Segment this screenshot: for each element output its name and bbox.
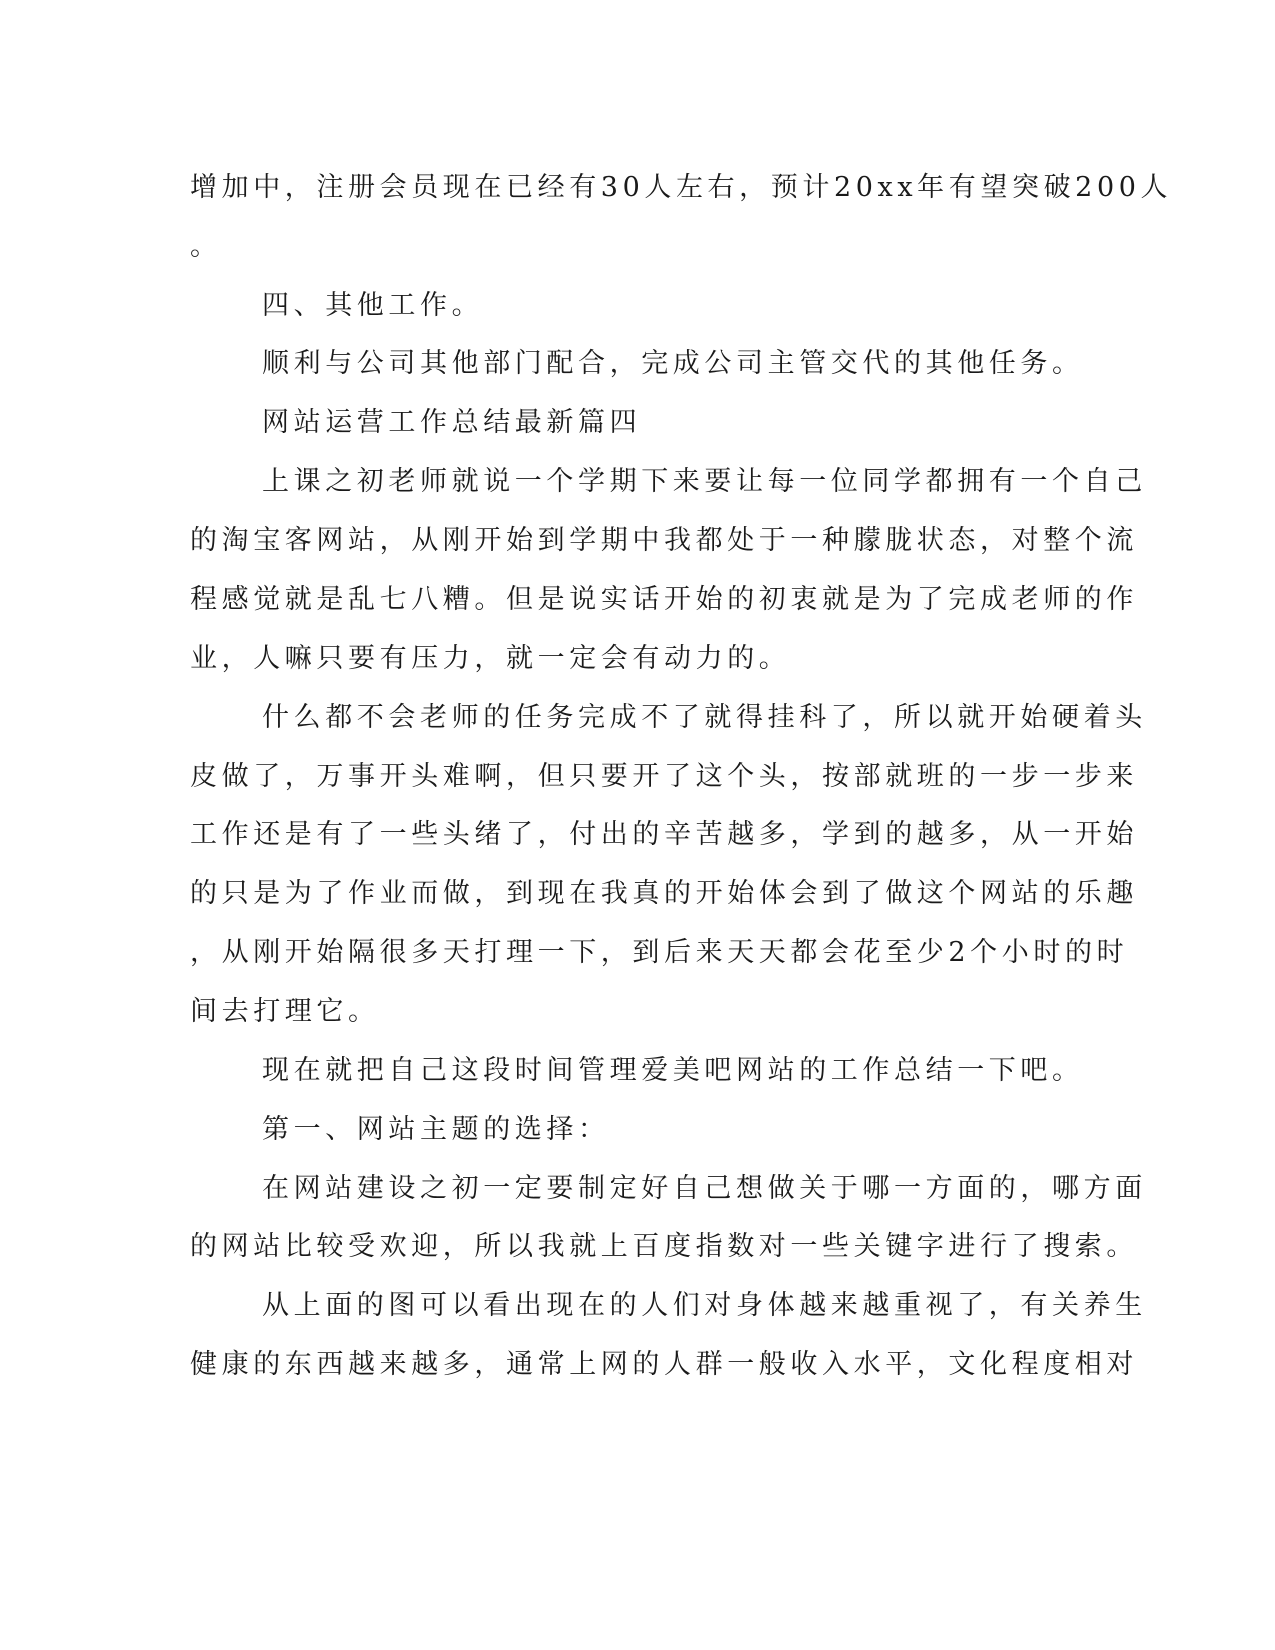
text-line: 增加中，注册会员现在已经有30人左右，预计20xx年有望突破200人: [190, 172, 1173, 203]
text-line: 业，人嘛只要有压力，就一定会有动力的。: [190, 643, 791, 674]
section-heading: 网站运营工作总结最新篇四: [262, 407, 642, 438]
text-line: 的淘宝客网站，从刚开始到学期中我都处于一种朦胧状态，对整个流: [190, 525, 1138, 556]
text-line: 的网站比较受欢迎，所以我就上百度指数对一些关键字进行了搜索。: [190, 1231, 1138, 1262]
text-line: 什么都不会老师的任务完成不了就得挂科了，所以就开始硬着头: [262, 702, 1147, 733]
text-line: ，从刚开始隔很多天打理一下，到后来天天都会花至少2个小时的时: [190, 937, 1129, 968]
text-line: 上课之初老师就说一个学期下来要让每一位同学都拥有一个自己: [262, 466, 1147, 497]
text-line: 现在就把自己这段时间管理爱美吧网站的工作总结一下吧。: [262, 1055, 1084, 1086]
text-line: 从上面的图可以看出现在的人们对身体越来越重视了，有关养生: [262, 1290, 1147, 1321]
text-line: 在网站建设之初一定要制定好自己想做关于哪一方面的，哪方面: [262, 1173, 1147, 1204]
section-heading: 四、其他工作。: [262, 290, 484, 321]
text-line: 。: [190, 231, 222, 262]
text-line: 顺利与公司其他部门配合，完成公司主管交代的其他任务。: [262, 348, 1084, 379]
section-heading: 第一、网站主题的选择：: [262, 1114, 610, 1145]
text-line: 的只是为了作业而做，到现在我真的开始体会到了做这个网站的乐趣: [190, 878, 1138, 909]
text-line: 程感觉就是乱七八糟。但是说实话开始的初衷就是为了完成老师的作: [190, 584, 1138, 615]
text-line: 健康的东西越来越多，通常上网的人群一般收入水平，文化程度相对: [190, 1349, 1138, 1380]
text-line: 工作还是有了一些头绪了，付出的辛苦越多，学到的越多，从一开始: [190, 819, 1138, 850]
text-line: 间去打理它。: [190, 996, 380, 1027]
text-line: 皮做了，万事开头难啊，但只要开了这个头，按部就班的一步一步来: [190, 761, 1138, 792]
